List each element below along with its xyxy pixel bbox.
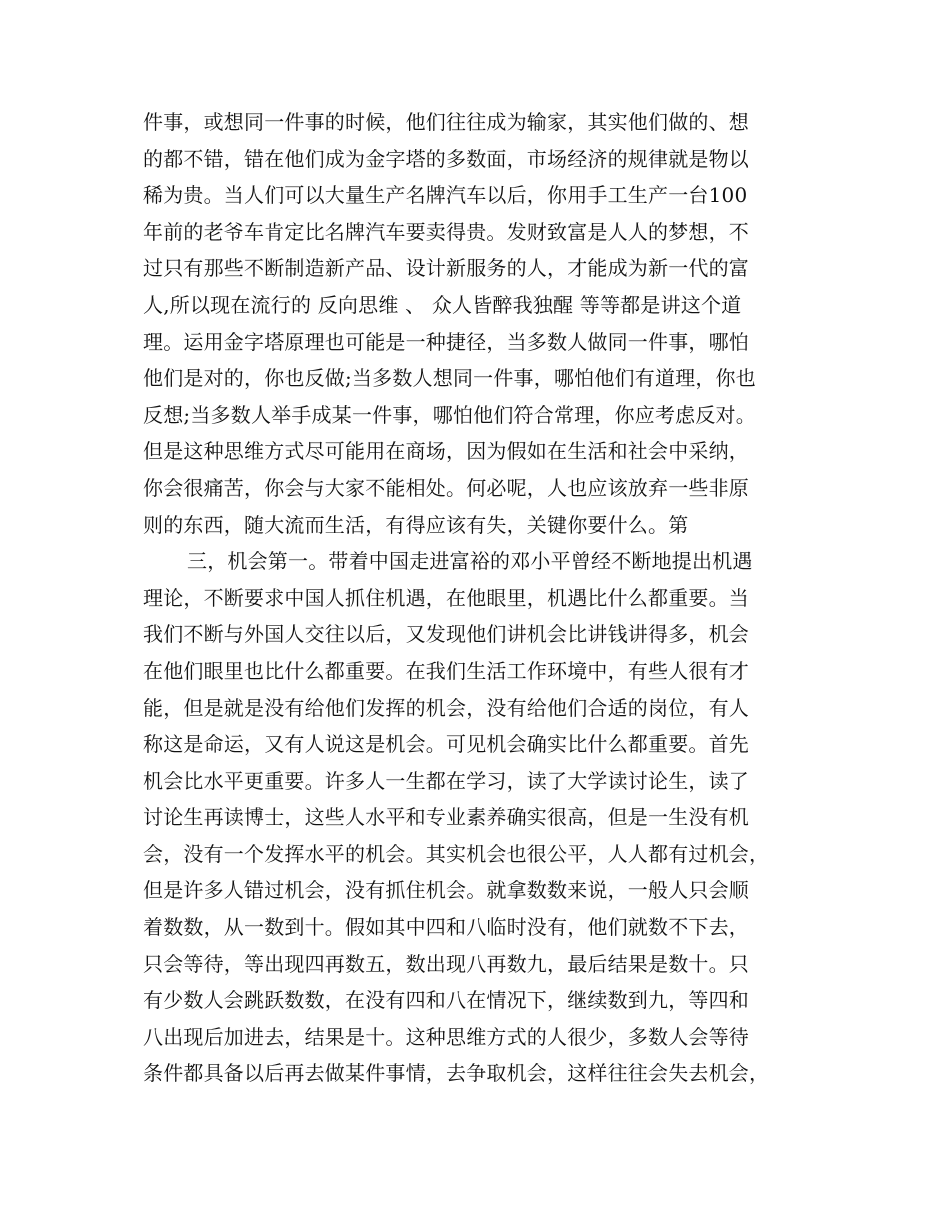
body-text: [143, 104, 813, 1092]
text-line-8: 他们是对的，你也反做;当多数人想同一件事，哪怕他们有道理，你也: [143, 366, 756, 391]
text-line-5: 过只有那些不断制造新产品、设计新服务的人，才能成为新一代的富: [143, 256, 749, 281]
text-line-25: 有少数人会跳跃数数，在没有四和八在情况下，继续数到九，等四和: [143, 988, 749, 1013]
text-line-22: 但是许多人错过机会，没有抓住机会。就拿数数来说，一般人只会顺: [143, 878, 749, 903]
text-line-11: 你会很痛苦，你会与大家不能相处。何必呢，人也应该放弃一些非原: [143, 475, 749, 500]
text-line-20: 讨论生再读博士，这些人水平和专业素养确实很高，但是一生没有机: [143, 805, 749, 830]
text-line-13: 三，机会第一。带着中国走进富裕的邓小平曾经不断地提出机遇: [187, 549, 753, 574]
text-line-23: 着数数，从一数到十。假如其中四和八临时没有，他们就数不下去，: [143, 915, 749, 940]
text-line-18: 称这是命运，又有人说这是机会。可见机会确实比什么都重要。首先: [143, 732, 749, 757]
text-line-12: 则的东西，随大流而生活，有得应该有失，关键你要什么。第: [143, 512, 689, 537]
text-line-4: 年前的老爷车肯定比名牌汽车要卖得贵。发财致富是人人的梦想，不: [143, 219, 749, 244]
text-line-7: 理。运用金字塔原理也可能是一种捷径，当多数人做同一件事，哪怕: [143, 329, 749, 354]
text-line-19: 机会比水平更重要。许多人一生都在学习，读了大学读讨论生，读了: [143, 768, 749, 793]
text-line-16: 在他们眼里也比什么都重要。在我们生活工作环境中，有些人很有才: [143, 658, 749, 683]
text-line-6: 人,所以现在流行的 反向思维 、 众人皆醉我独醒 等等都是讲这个道: [143, 292, 742, 317]
text-line-26: 八出现后加进去，结果是十。这种思维方式的人很少，多数人会等待: [143, 1024, 749, 1049]
text-line-3: 稀为贵。当人们可以大量生产名牌汽车以后，你用手工生产一台100: [143, 183, 748, 208]
text-line-2: 的都不错，错在他们成为金字塔的多数面，市场经济的规律就是物以: [143, 146, 749, 171]
text-line-14: 理论，不断要求中国人抓住机遇，在他眼里，机遇比什么都重要。当: [143, 585, 749, 610]
text-line-27: 条件都具备以后再去做某件事情，去争取机会，这样往往会失去机会，: [143, 1061, 770, 1086]
text-line-17: 能，但是就是没有给他们发挥的机会，没有给他们合适的岗位，有人: [143, 695, 749, 720]
text-line-9: 反想;当多数人举手成某一件事，哪怕他们符合常理，你应考虑反对。: [143, 402, 756, 427]
text-line-10: 但是这种思维方式尽可能用在商场，因为假如在生活和社会中采纳，: [143, 439, 749, 464]
text-line-1: 件事，或想同一件事的时候，他们往往成为输家，其实他们做的、想: [143, 110, 749, 134]
text-line-21: 会，没有一个发挥水平的机会。其实机会也很公平，人人都有过机会，: [143, 841, 770, 866]
text-line-24: 只会等待，等出现四再数五，数出现八再数九，最后结果是数十。只: [143, 951, 749, 976]
text-line-15: 我们不断与外国人交往以后，又发现他们讲机会比讲钱讲得多，机会: [143, 622, 749, 647]
